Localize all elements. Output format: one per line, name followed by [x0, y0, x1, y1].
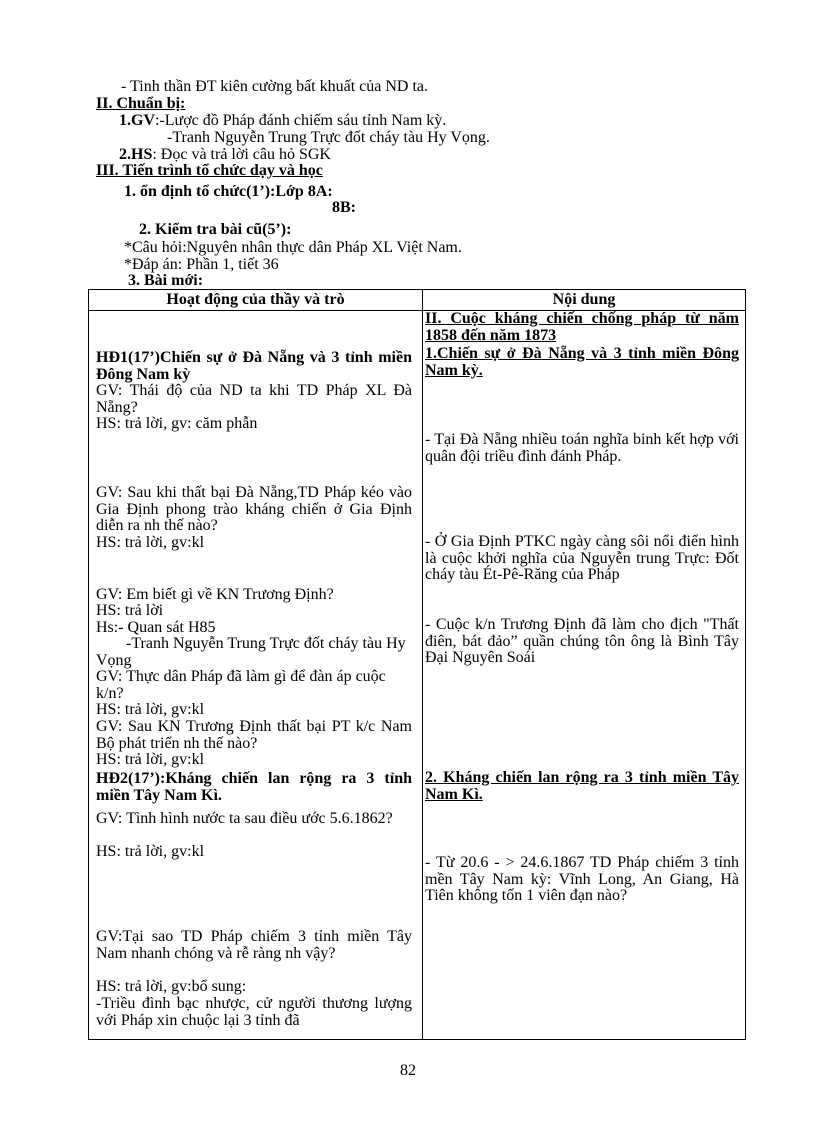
teacher-question: GV: Thực dân Pháp đã làm gì để đàn áp cuộc k/n?: [96, 668, 386, 702]
activity-1-heading: HĐ1(17’)Chiến sự ở Đà Nẵng và 3 tỉnh miền Đông Nam kỳ: [96, 349, 412, 383]
page-number: 82: [400, 1062, 416, 1079]
teacher-question: GV:Tại sao TD Pháp chiếm 3 tỉnh miền Tây Nam nhanh chóng và rễ ràng nh vậy?: [96, 928, 412, 962]
student-response: HS: trả lời, gv:kl: [96, 534, 205, 551]
student-activity: Hs:- Quan sát H85: [96, 619, 216, 636]
teacher-materials: [119, 113, 446, 129]
step-1-heading: 1. ổn định tổ chức(1’):Lớp 8A:: [124, 183, 333, 200]
section-heading-preparation: II. Chuẩn bị:: [96, 95, 186, 112]
content-point: - Tại Đà Nẵng nhiều toán nghĩa binh kết hợp với quân đội triều đình đánh Pháp.: [425, 431, 739, 465]
student-response: HS: trả lời, gv:kl: [96, 751, 205, 768]
review-answer: *Đáp án: Phần 1, tiết 36: [124, 256, 279, 273]
header-activities: Hoạt động của thầy và trò: [166, 291, 345, 308]
header-content: Nội dung: [552, 291, 616, 308]
content-point: - Cuộc k/n Trương Định đã làm cho địch "Thất điên, bát đảo” quần chúng tôn ông là Bình Tây Đại Nguyên Soái: [425, 616, 739, 666]
teacher-question: GV: Sau khi thất bại Đà Nẵng,TD Pháp kéo vào Gia Định phong trào kháng chiến ở Gia Định diễn ra nh thế nào?: [96, 484, 412, 534]
step-2-heading: 2. Kiểm tra bài cũ(5’):: [139, 221, 292, 238]
student-item: : Đọc và trả lời câu hỏ SGK: [152, 146, 331, 163]
lesson-table: [88, 289, 746, 1040]
step-1-class-8b: 8B:: [332, 199, 356, 216]
teacher-question: GV: Em biết gì về KN Trương Định?: [96, 586, 334, 603]
teacher-question: GV: Tình hình nước ta sau điều ước 5.6.1862?: [96, 810, 393, 827]
content-point: - Ở Gia Định PTKC ngày càng sôi nổi điển hình là cuộc khởi nghĩa của Nguyễn trung Trực: Đốt cháy tàu Ét-Pê-Răng của Pháp: [425, 533, 739, 583]
review-question: *Câu hỏi:Nguyên nhân thực dân Pháp XL Việt Nam.: [124, 239, 462, 256]
content-section-heading: II. Cuộc kháng chiến chống pháp từ năm 1858 đến năm 1873: [425, 310, 739, 344]
teacher-item-1: :-Lược đồ Pháp đánh chiếm sáu tỉnh Nam kỳ.: [155, 112, 447, 129]
teacher-question: GV: Sau KN Trương Định thất bại PT k/c Nam Bộ phát triển nh thế nào?: [96, 718, 412, 752]
section-heading-process: III. Tiến trình tổ chức dạy và học: [96, 162, 323, 179]
content-subheading-1: 1.Chiến sự ở Đà Nẵng và 3 tỉnh miền Đông Nam kỳ.: [425, 345, 739, 379]
teacher-label: 1.GV: [119, 112, 155, 129]
intro-line: - Tinh thần ĐT kiên cường bất khuất của ND ta.: [121, 78, 429, 95]
student-response: HS: trả lời, gv:kl: [96, 843, 205, 860]
step-3-heading: 3. Bài mới:: [128, 272, 204, 289]
activity-2-heading: HĐ2(17’):Kháng chiến lan rộng ra 3 tỉnh miền Tây Nam Kì.: [96, 770, 412, 804]
student-materials: [119, 147, 331, 163]
student-response: HS: trả lời: [96, 602, 164, 619]
content-point: - Từ 20.6 - > 24.6.1867 TD Pháp chiếm 3 tỉnh mền Tây Nam kỳ: Vĩnh Long, An Giang, Hà Tiên không tốn 1 viên đạn nào?: [425, 854, 739, 904]
column-divider: [422, 290, 423, 1039]
teacher-note: -Triều đình bạc nhược, cử người thương lượng với Pháp xin chuộc lại 3 tỉnh đã: [96, 995, 412, 1029]
content-subheading-2: 2. Kháng chiến lan rộng ra 3 tỉnh miền Tây Nam Kì.: [425, 769, 739, 803]
student-response: HS: trả lời, gv:bổ sung:: [96, 978, 247, 995]
student-response: HS: trả lời, gv: căm phẫn: [96, 415, 258, 432]
teacher-question: GV: Thái độ của ND ta khi TD Pháp XL Đà Nẵng?: [96, 382, 412, 416]
teacher-item-2: -Tranh Nguyễn Trung Trực đốt cháy tàu Hy Vọng.: [167, 129, 490, 146]
student-response: HS: trả lời, gv:kl: [96, 701, 205, 718]
student-activity: -Tranh Nguyễn Trung Trực đốt cháy tàu Hy Vọng: [96, 635, 406, 669]
student-label: 2.HS: [119, 146, 153, 163]
